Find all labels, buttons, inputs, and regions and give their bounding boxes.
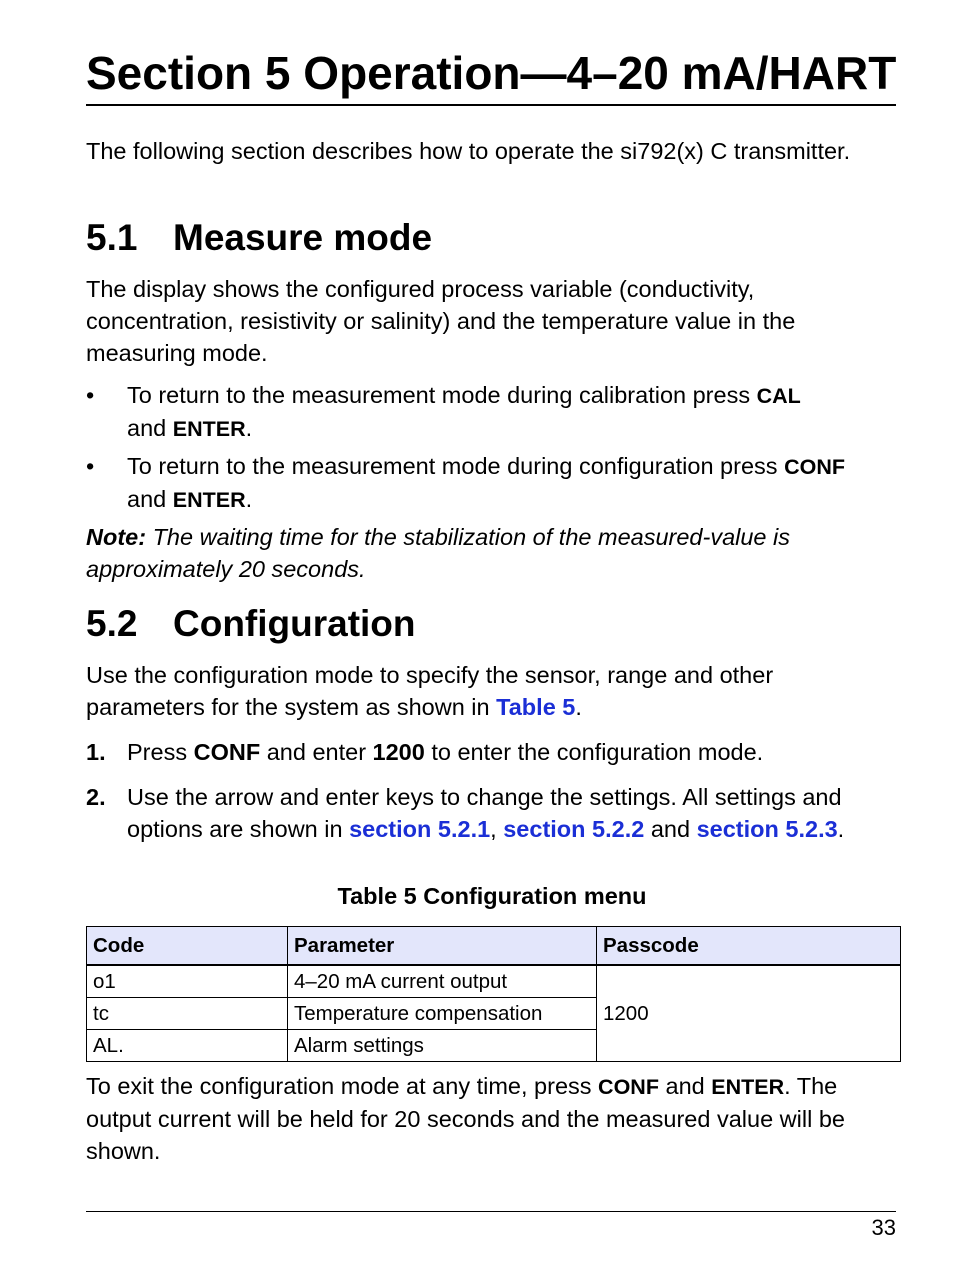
text-run: , — [490, 816, 504, 842]
configuration-table — [86, 926, 901, 1062]
header-parameter: Parameter — [288, 927, 597, 966]
text-run: and — [658, 1073, 712, 1099]
text-run: . — [837, 816, 845, 842]
link-section-5-2-3[interactable]: section 5.2.3 — [696, 816, 838, 842]
section-title: Section 5 Operation—4–20 mA/HART — [86, 47, 897, 99]
bullet-icon: • — [86, 453, 95, 479]
header-passcode: Passcode — [597, 927, 901, 966]
key-cal: CAL — [756, 384, 801, 408]
text-run: Use the arrow and enter keys to change the settings. All settings and options are shown in — [127, 784, 842, 842]
cell-code: AL. — [87, 1030, 288, 1062]
page-number: 33 — [871, 1215, 896, 1240]
text-run: to enter the configuration mode. — [424, 739, 764, 765]
cell-parameter: 4–20 mA current output — [288, 965, 597, 998]
key-enter: ENTER — [711, 1075, 785, 1099]
heading-text: Measure mode — [173, 217, 433, 258]
bullet-text — [127, 450, 887, 516]
key-conf: CONF — [193, 739, 261, 765]
key-conf: CONF — [784, 455, 845, 479]
text-run: Press — [127, 739, 194, 765]
key-enter: ENTER — [172, 488, 246, 512]
title-rule — [86, 104, 896, 106]
key-enter: ENTER — [172, 417, 246, 441]
text-run: and — [127, 415, 173, 441]
text-run: . — [575, 694, 582, 720]
note-paragraph — [86, 521, 886, 585]
cell-parameter: Alarm settings — [288, 1030, 597, 1062]
exit-paragraph — [86, 1070, 898, 1167]
link-section-5-2-1[interactable]: section 5.2.1 — [349, 816, 491, 842]
cell-parameter: Temperature compensation — [288, 998, 597, 1030]
text-run: and — [644, 816, 697, 842]
text-run: Use the configuration mode to specify the sensor, range and other parameters for the system as shown in — [86, 662, 774, 720]
text-run: To exit the configuration mode at any time, press — [86, 1073, 599, 1099]
text-run: . — [245, 486, 253, 512]
heading-configuration — [86, 601, 416, 647]
heading-number: 5.1 — [86, 217, 138, 258]
intro-paragraph: The following section describes how to operate the si792(x) C transmitter. — [86, 138, 851, 164]
heading-measure-mode — [86, 215, 432, 261]
link-section-5-2-2[interactable]: section 5.2.2 — [503, 816, 645, 842]
bullet-icon: • — [86, 382, 95, 408]
note-label: Note: — [86, 524, 147, 550]
text-run: . — [245, 415, 253, 441]
configuration-paragraph — [86, 659, 886, 723]
measure-mode-paragraph: The display shows the configured process variable (conductivity, concentration, resistivity or salinity) and the temperature value in the measuring mode. — [86, 276, 796, 366]
table-row — [87, 965, 901, 998]
cell-code: o1 — [87, 965, 288, 998]
note-text: The waiting time for the stabilization of the measured-value is approximately 20 seconds. — [86, 524, 791, 582]
table-header-row — [87, 927, 901, 966]
table-caption: Table 5 Configuration menu — [337, 883, 647, 909]
text-run: and enter — [260, 739, 373, 765]
step-text — [127, 781, 897, 845]
bullet-text — [127, 379, 887, 445]
passcode-value: 1200 — [372, 739, 425, 765]
cell-passcode: 1200 — [597, 965, 901, 1062]
cell-code: tc — [87, 998, 288, 1030]
header-code: Code — [87, 927, 288, 966]
heading-number: 5.2 — [86, 603, 138, 644]
step-number: 2. — [86, 784, 106, 810]
text-run: and — [127, 486, 173, 512]
text-run: To return to the measurement mode during calibration press — [127, 382, 757, 408]
link-table-5[interactable]: Table 5 — [496, 694, 576, 720]
step-number: 1. — [86, 739, 106, 765]
footer-rule — [86, 1211, 896, 1212]
heading-text: Configuration — [173, 603, 416, 644]
text-run: . The output current will be held for 20 seconds and the measured value will be shown. — [86, 1073, 845, 1164]
text-run: To return to the measurement mode during configuration press — [127, 453, 785, 479]
key-conf: CONF — [598, 1075, 659, 1099]
step-text — [127, 736, 897, 768]
